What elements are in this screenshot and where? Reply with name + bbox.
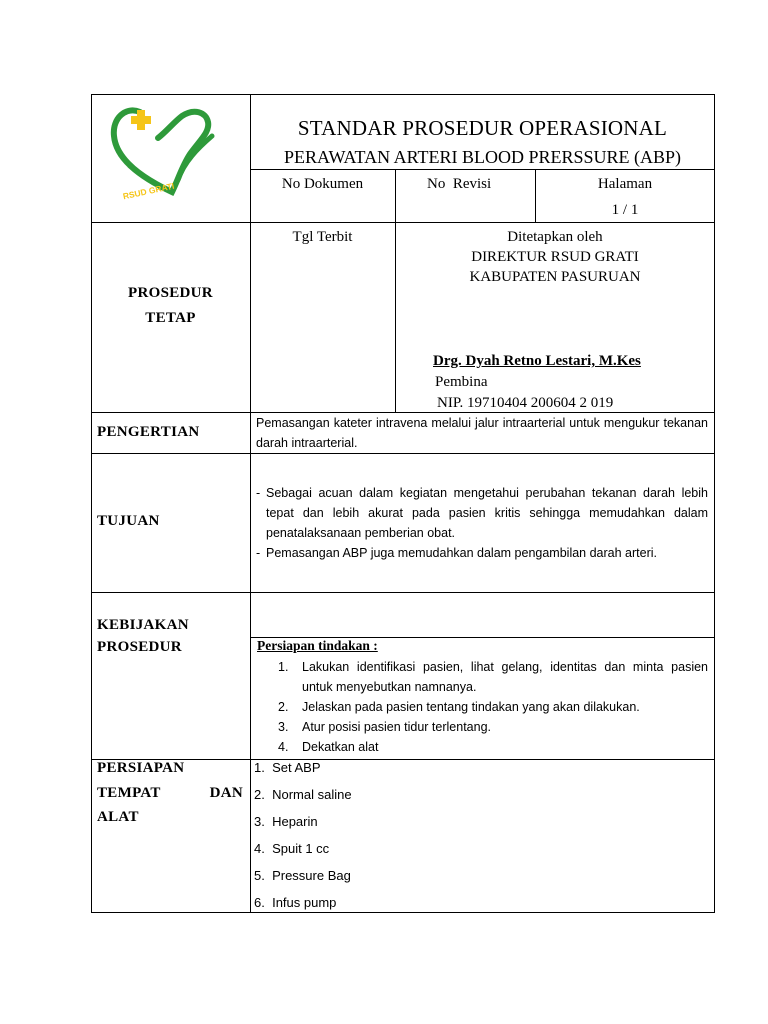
rsud-grati-logo — [108, 96, 220, 206]
tujuan-label: TUJUAN — [97, 513, 160, 529]
tujuan-list — [256, 483, 708, 563]
tujuan-item: - Pemasangan ABP juga memudahkan dalam pengambilan darah arteri. — [256, 546, 657, 560]
logo-text: RSUD GRATI — [121, 180, 176, 202]
heart-logo-icon — [108, 96, 220, 206]
prosedur-tetap-label-2: TETAP — [145, 310, 196, 326]
persiapan-label-1: PERSIAPAN — [97, 760, 185, 776]
tujuan-item: - Sebagai acuan dalam kegiatan mengetahui perubahan tekanan darah lebih tepat dan lebih akurat pada pasien kritis sehingga memudahkan dalam penatalaksanaan pemberian obat. — [256, 486, 708, 540]
prosedur-step: 2. Jelaskan pada pasien tentang tindakan yang akan dilakukan. — [278, 700, 640, 714]
alat-item: 6. Infus pump — [254, 895, 337, 910]
pengertian-text: Pemasangan kateter intravena melalui jalur intraarterial untuk mengukur tekanan darah intraarterial. — [256, 416, 708, 450]
halaman-value: 1 / 1 — [611, 202, 639, 218]
alat-item: 2. Normal saline — [254, 787, 352, 802]
signer-rank: Pembina — [435, 374, 488, 390]
prosedur-step: 4. Dekatkan alat — [278, 740, 379, 754]
persiapan-label-2: TEMPAT DAN — [97, 785, 243, 801]
prosedur-step: 3. Atur posisi pasien tidur terlentang. — [278, 720, 491, 734]
ditetapkan-oleh: Ditetapkan oleh — [507, 229, 603, 245]
prosedur-steps — [256, 657, 708, 757]
prosedur-tetap-label-1: PROSEDUR — [128, 285, 213, 301]
persiapan-label-3: ALAT — [97, 809, 139, 825]
alat-item: 5. Pressure Bag — [254, 868, 351, 883]
document-subtitle: PERAWATAN ARTERI BLOOD PRERSSURE (ABP) — [283, 147, 682, 167]
no-revisi-label: No Revisi — [427, 176, 492, 192]
prosedur-step: 1. Lakukan identifikasi pasien, lihat gelang, identitas dan minta pasien untuk menyebutkan namnanya. — [278, 660, 708, 694]
persiapan-tindakan-heading: Persiapan tindakan : — [257, 638, 378, 653]
kebijakan-label: KEBIJAKAN — [97, 617, 189, 633]
pengertian-label: PENGERTIAN — [97, 424, 200, 440]
signer-nip: NIP. 19710404 200604 2 019 — [437, 395, 614, 411]
alat-item: 3. Heparin — [254, 814, 318, 829]
signer-name: Drg. Dyah Retno Lestari, M.Kes — [433, 353, 641, 369]
prosedur-label: PROSEDUR — [97, 639, 182, 655]
document-title: STANDAR PROSEDUR OPERASIONAL — [297, 116, 668, 140]
kabupaten-name: KABUPATEN PASURUAN — [469, 269, 641, 285]
direktur-title: DIREKTUR RSUD GRATI — [471, 249, 639, 265]
alat-item: 1. Set ABP — [254, 760, 321, 775]
tgl-terbit-label: Tgl Terbit — [292, 229, 353, 245]
halaman-label: Halaman — [597, 176, 653, 192]
no-dokumen-label: No Dokumen — [281, 176, 364, 192]
alat-item: 4. Spuit 1 cc — [254, 841, 330, 856]
